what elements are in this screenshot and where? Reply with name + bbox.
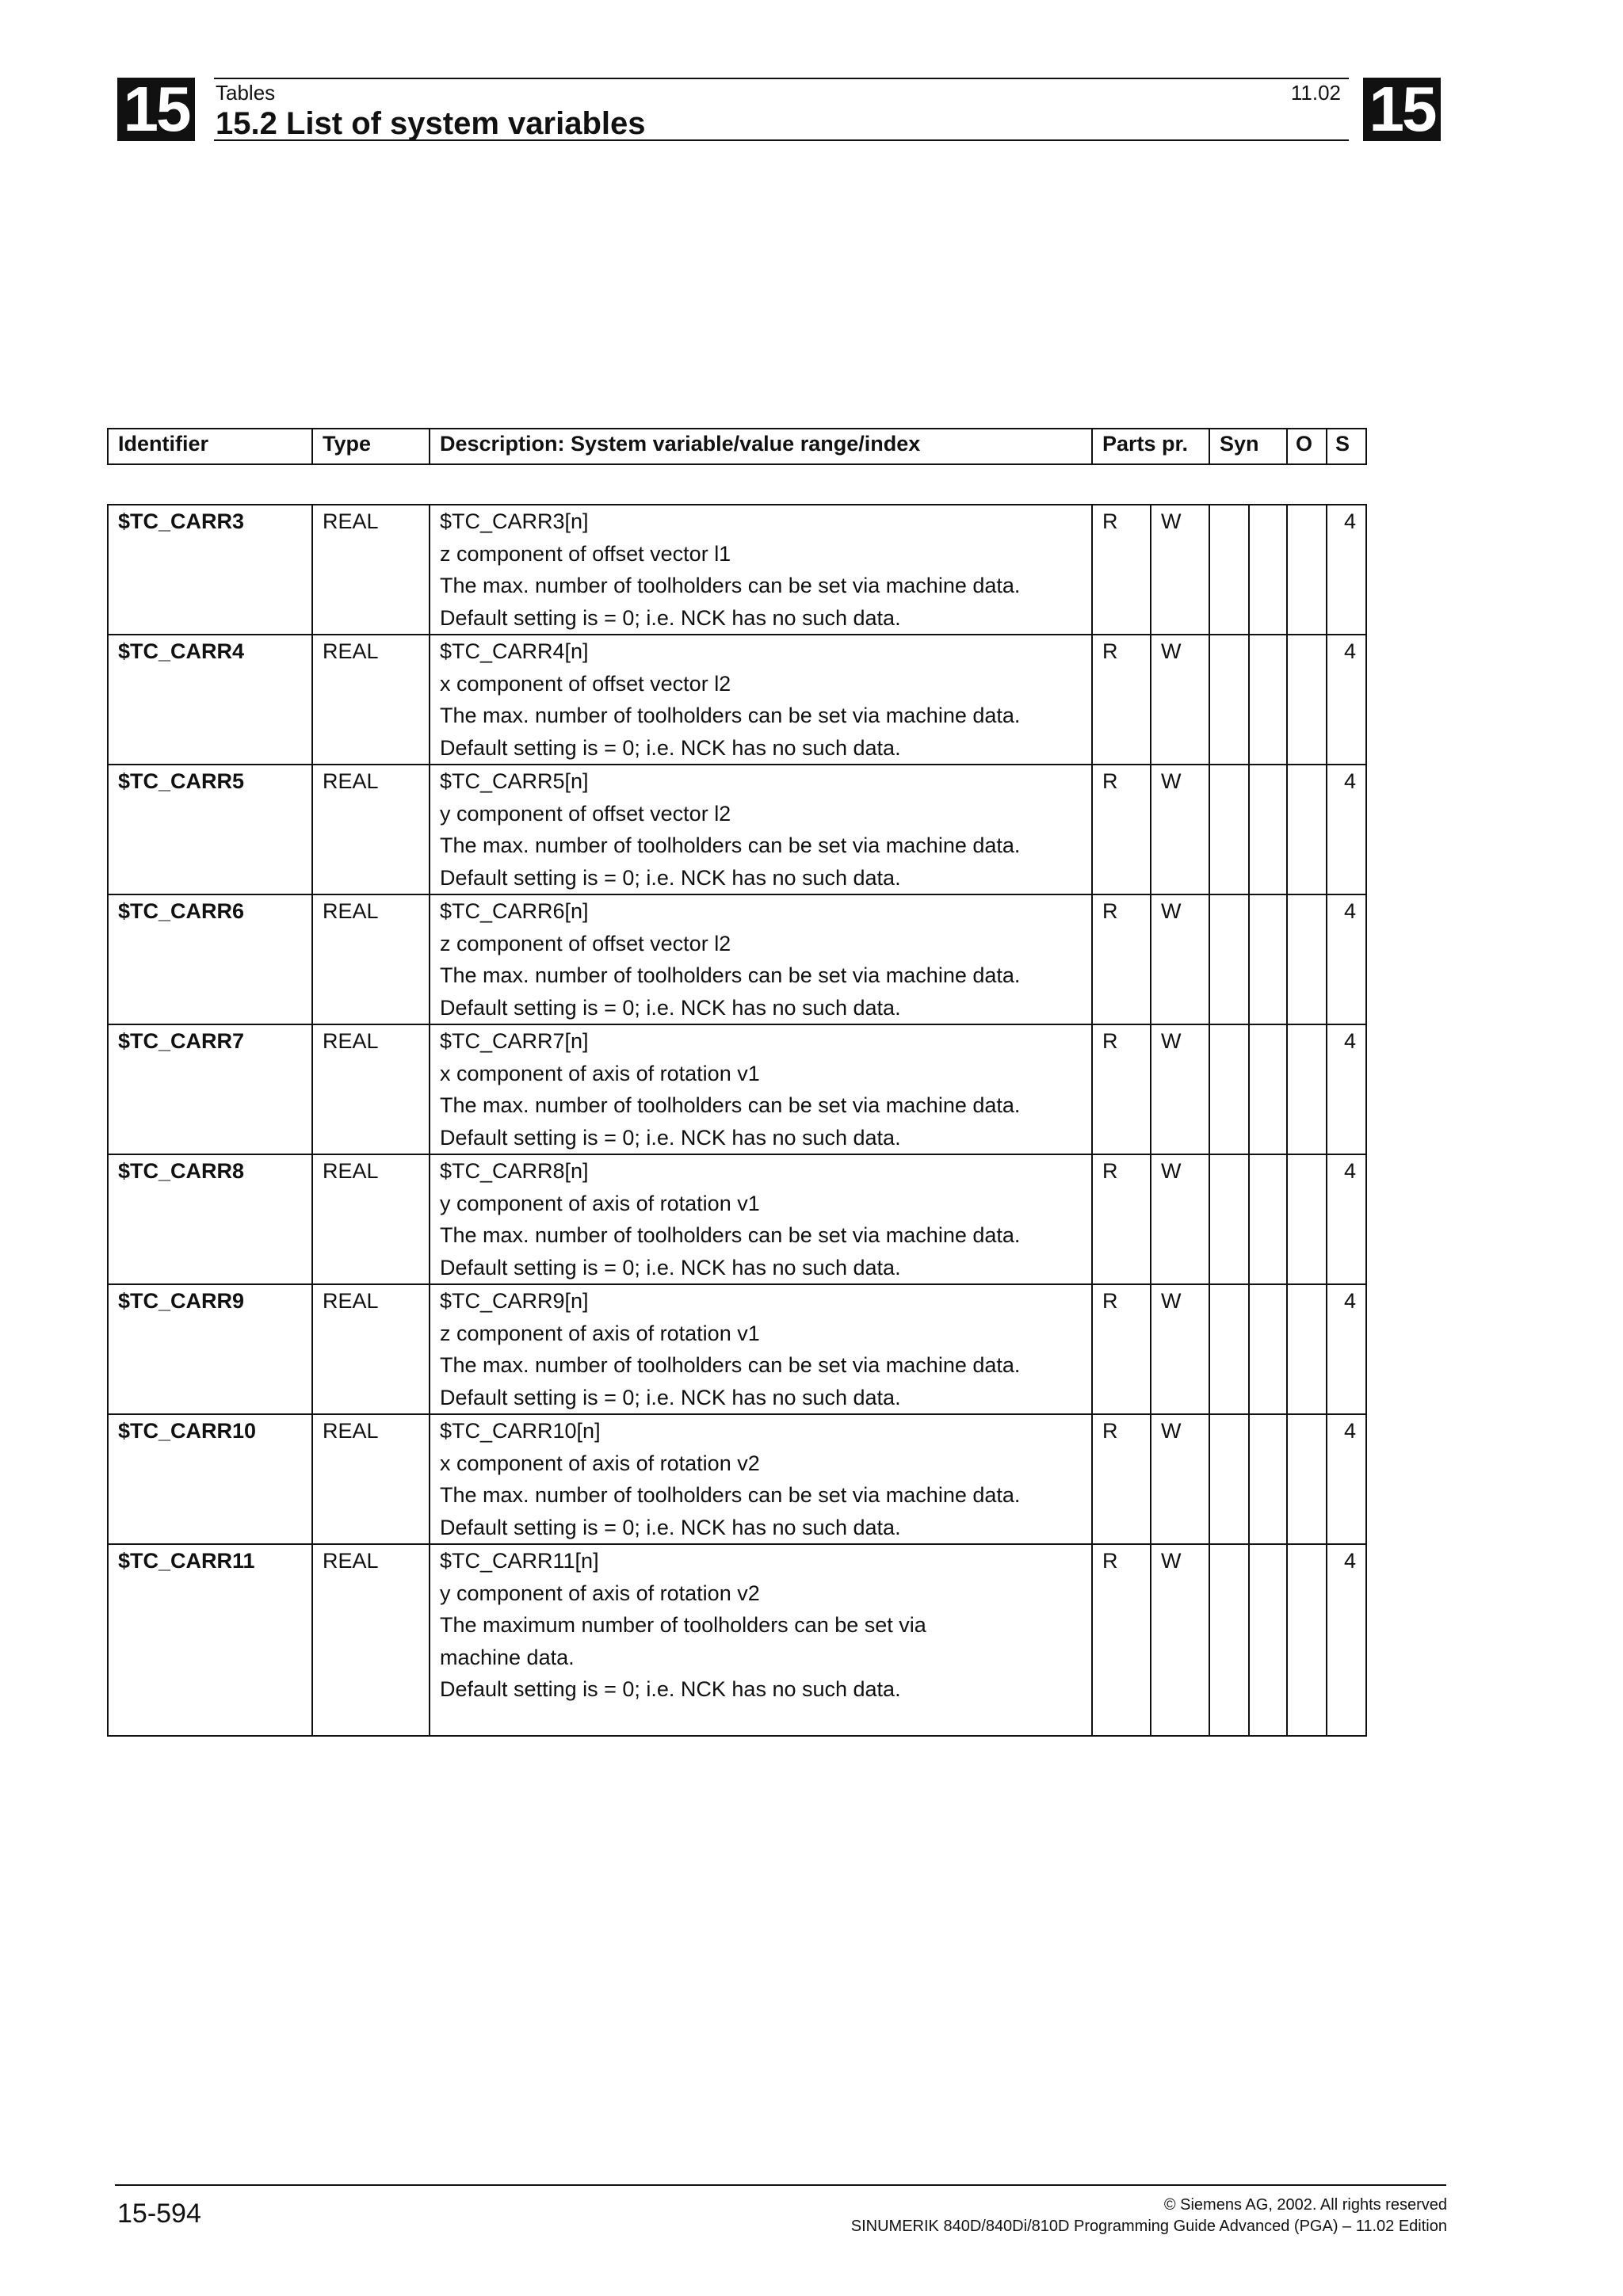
cell-syn <box>1209 1284 1249 1414</box>
cell-read: R <box>1092 765 1151 894</box>
description-line: Default setting is = 0; i.e. NCK has no such data. <box>440 1125 901 1150</box>
cell-write: W <box>1151 505 1209 635</box>
column-header-table <box>107 428 1367 465</box>
description-line: The max. number of toolholders can be set via machine data. <box>440 574 1021 597</box>
cell-description <box>430 505 1092 635</box>
cell-o <box>1287 1414 1327 1544</box>
page-number: 15-594 <box>117 2199 201 2229</box>
cell-s: 4 <box>1327 1024 1366 1154</box>
cell-description <box>430 1154 1092 1284</box>
cell-o <box>1287 765 1327 894</box>
cell-type: REAL <box>312 505 430 635</box>
table-row <box>108 765 1366 894</box>
description-line: The max. number of toolholders can be set via machine data. <box>440 833 1021 857</box>
description-line: z component of offset vector l2 <box>440 931 731 955</box>
cell-identifier: $TC_CARR10 <box>108 1414 312 1544</box>
column-header-o: O <box>1287 429 1327 464</box>
cell-o <box>1287 1544 1327 1736</box>
description-line: The max. number of toolholders can be set via machine data. <box>440 1093 1021 1117</box>
cell-read: R <box>1092 1414 1151 1544</box>
section-title: 15.2 List of system variables <box>216 106 646 141</box>
table-row <box>108 505 1366 635</box>
cell-s: 4 <box>1327 505 1366 635</box>
cell-s: 4 <box>1327 1284 1366 1414</box>
cell-type: REAL <box>312 635 430 765</box>
cell-s: 4 <box>1327 894 1366 1024</box>
cell-syn <box>1209 1414 1249 1544</box>
cell-identifier: $TC_CARR7 <box>108 1024 312 1154</box>
description-line: Default setting is = 0; i.e. NCK has no such data. <box>440 605 901 630</box>
cell-blank <box>1249 1024 1287 1154</box>
table-row <box>108 894 1366 1024</box>
cell-write: W <box>1151 1024 1209 1154</box>
table-row <box>108 1284 1366 1414</box>
cell-identifier: $TC_CARR4 <box>108 635 312 765</box>
cell-blank <box>1249 505 1287 635</box>
cell-o <box>1287 1154 1327 1284</box>
cell-blank <box>1249 894 1287 1024</box>
cell-type: REAL <box>312 1284 430 1414</box>
cell-syn <box>1209 765 1249 894</box>
description-line: y component of offset vector l2 <box>440 801 731 826</box>
cell-type: REAL <box>312 765 430 894</box>
copyright-notice: © Siemens AG, 2002. All rights reserved <box>1163 2196 1447 2214</box>
cell-identifier: $TC_CARR3 <box>108 505 312 635</box>
column-header-description: Description: System variable/value range/index <box>430 429 1092 464</box>
cell-read: R <box>1092 505 1151 635</box>
description-line: z component of axis of rotation v1 <box>440 1321 760 1345</box>
description-line: y component of axis of rotation v1 <box>440 1191 760 1215</box>
description-line: Default setting is = 0; i.e. NCK has no such data. <box>440 1515 901 1539</box>
description-line: z component of offset vector l1 <box>440 541 731 566</box>
description-line: Default setting is = 0; i.e. NCK has no such data. <box>440 1677 901 1701</box>
cell-s: 4 <box>1327 1154 1366 1284</box>
cell-o <box>1287 1024 1327 1154</box>
cell-type: REAL <box>312 1154 430 1284</box>
edition-notice: SINUMERIK 840D/840Di/810D Programming Guide Advanced (PGA) – 11.02 Edition <box>850 2218 1447 2235</box>
cell-identifier: $TC_CARR9 <box>108 1284 312 1414</box>
description-line: $TC_CARR11[n] <box>440 1549 599 1573</box>
description-line: x component of axis of rotation v1 <box>440 1061 760 1085</box>
description-line: The maximum number of toolholders can be set via <box>440 1613 926 1637</box>
cell-description <box>430 765 1092 894</box>
table-row <box>108 1024 1366 1154</box>
cell-type: REAL <box>312 1544 430 1736</box>
cell-syn <box>1209 635 1249 765</box>
cell-blank <box>1249 765 1287 894</box>
cell-type: REAL <box>312 1414 430 1544</box>
cell-write: W <box>1151 894 1209 1024</box>
cell-blank <box>1249 1544 1287 1736</box>
description-line: Default setting is = 0; i.e. NCK has no such data. <box>440 735 901 760</box>
cell-syn <box>1209 1024 1249 1154</box>
cell-write: W <box>1151 1284 1209 1414</box>
description-line: machine data. <box>440 1645 575 1669</box>
description-line: $TC_CARR3[n] <box>440 509 589 533</box>
table-row <box>108 635 1366 765</box>
cell-write: W <box>1151 1414 1209 1544</box>
cell-read: R <box>1092 1154 1151 1284</box>
description-line: Default setting is = 0; i.e. NCK has no such data. <box>440 1385 901 1409</box>
cell-read: R <box>1092 1024 1151 1154</box>
cell-write: W <box>1151 635 1209 765</box>
cell-o <box>1287 505 1327 635</box>
description-line: $TC_CARR7[n] <box>440 1029 589 1053</box>
edition-date: 11.02 <box>1290 81 1341 105</box>
description-line: $TC_CARR8[n] <box>440 1159 589 1183</box>
cell-identifier: $TC_CARR6 <box>108 894 312 1024</box>
table-row <box>108 1414 1366 1544</box>
cell-read: R <box>1092 1284 1151 1414</box>
description-line: $TC_CARR4[n] <box>440 639 589 663</box>
cell-blank <box>1249 1284 1287 1414</box>
description-line: Default setting is = 0; i.e. NCK has no such data. <box>440 865 901 890</box>
description-line: The max. number of toolholders can be set via machine data. <box>440 1353 1021 1377</box>
column-header-s: S <box>1327 429 1366 464</box>
description-line: y component of axis of rotation v2 <box>440 1581 760 1605</box>
cell-identifier: $TC_CARR11 <box>108 1544 312 1736</box>
column-header-syn: Syn <box>1209 429 1287 464</box>
column-header-identifier: Identifier <box>108 429 312 464</box>
description-line: x component of axis of rotation v2 <box>440 1451 760 1475</box>
description-line: $TC_CARR9[n] <box>440 1289 589 1313</box>
cell-blank <box>1249 1414 1287 1544</box>
cell-description <box>430 1284 1092 1414</box>
description-line: The max. number of toolholders can be set via machine data. <box>440 1223 1021 1247</box>
cell-description <box>430 1024 1092 1154</box>
cell-read: R <box>1092 894 1151 1024</box>
chapter-number-box-left: 15 <box>117 78 195 141</box>
description-line: Default setting is = 0; i.e. NCK has no such data. <box>440 995 901 1020</box>
cell-o <box>1287 894 1327 1024</box>
description-line: Default setting is = 0; i.e. NCK has no such data. <box>440 1255 901 1280</box>
cell-s: 4 <box>1327 635 1366 765</box>
cell-type: REAL <box>312 1024 430 1154</box>
cell-read: R <box>1092 1544 1151 1736</box>
table-row <box>108 1154 1366 1284</box>
cell-write: W <box>1151 1154 1209 1284</box>
cell-description <box>430 1544 1092 1736</box>
cell-write: W <box>1151 1544 1209 1736</box>
cell-o <box>1287 1284 1327 1414</box>
description-line: x component of offset vector l2 <box>440 671 731 696</box>
cell-read: R <box>1092 635 1151 765</box>
column-header-type: Type <box>312 429 430 464</box>
description-line: $TC_CARR5[n] <box>440 769 589 793</box>
table-row <box>108 1544 1366 1736</box>
description-line: The max. number of toolholders can be set via machine data. <box>440 1483 1021 1507</box>
cell-syn <box>1209 505 1249 635</box>
chapter-number-box-right: 15 <box>1363 78 1441 141</box>
cell-identifier: $TC_CARR8 <box>108 1154 312 1284</box>
section-label: Tables <box>216 81 276 105</box>
cell-o <box>1287 635 1327 765</box>
description-line: $TC_CARR10[n] <box>440 1419 601 1443</box>
cell-description <box>430 635 1092 765</box>
cell-write: W <box>1151 765 1209 894</box>
cell-syn <box>1209 1544 1249 1736</box>
cell-s: 4 <box>1327 1414 1366 1544</box>
footer-rule <box>115 2184 1446 2186</box>
column-header-row <box>108 429 1366 464</box>
cell-blank <box>1249 1154 1287 1284</box>
description-line: The max. number of toolholders can be set via machine data. <box>440 963 1021 987</box>
cell-blank <box>1249 635 1287 765</box>
cell-s: 4 <box>1327 1544 1366 1736</box>
description-line: $TC_CARR6[n] <box>440 899 589 923</box>
description-line: The max. number of toolholders can be set via machine data. <box>440 704 1021 727</box>
cell-description <box>430 894 1092 1024</box>
cell-s: 4 <box>1327 765 1366 894</box>
column-header-parts: Parts pr. <box>1092 429 1209 464</box>
cell-syn <box>1209 894 1249 1024</box>
header-rule-top <box>214 78 1349 79</box>
cell-description <box>430 1414 1092 1544</box>
cell-syn <box>1209 1154 1249 1284</box>
cell-type: REAL <box>312 894 430 1024</box>
cell-identifier: $TC_CARR5 <box>108 765 312 894</box>
system-variables-table <box>107 504 1367 1737</box>
